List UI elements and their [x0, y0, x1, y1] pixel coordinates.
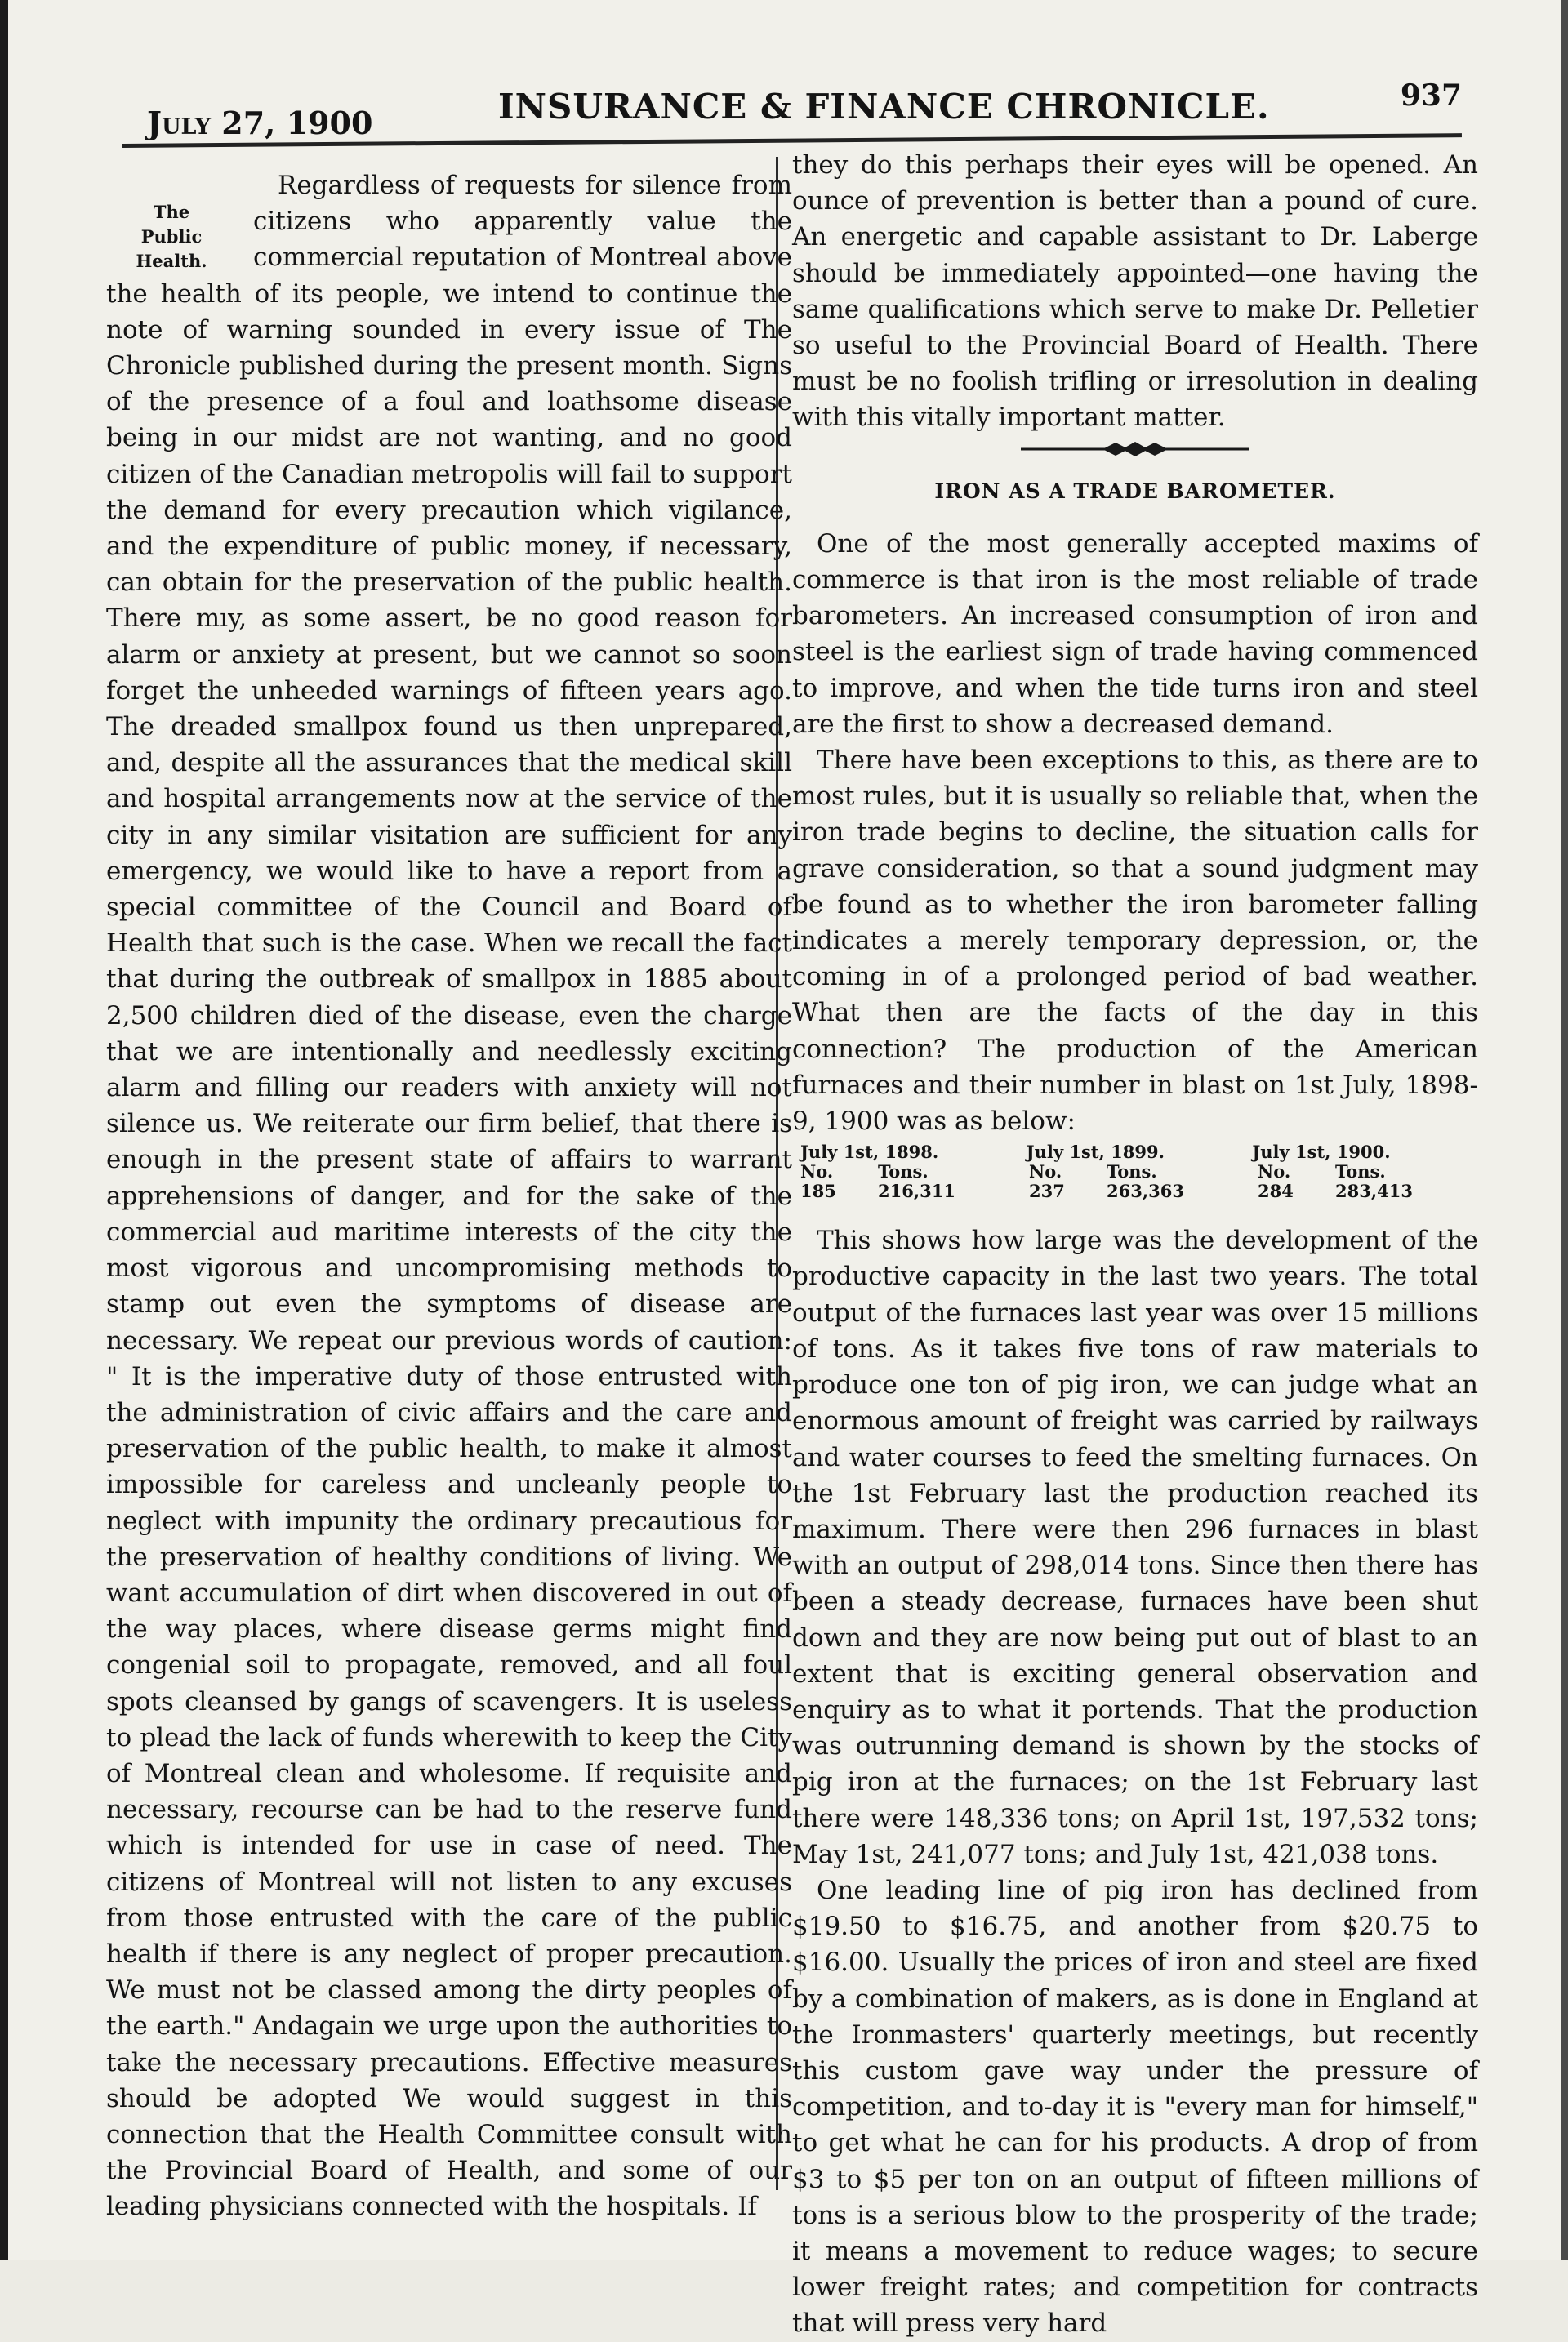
- table-subheader: Tons.: [1335, 1161, 1386, 1182]
- iron-production-table: [800, 1142, 1478, 1201]
- side-title-line: The: [153, 202, 190, 222]
- side-title: [106, 200, 237, 274]
- iron-paragraph-4: One leading line of pig iron has declined from $19.50 to $16.75, and another from $20.75 to $16.00. Usually the prices of iron and steel are fixed by a combination of makers, as is done in England at the Ironmasters' quarterly meetings, but recently this custom gave way under the pressure of competition, and to-day it is "every man for himself," to get what he can for his products. A drop of from $3 to $5 per ton on an output of fifteen millions of tons is a serious blow to the prosperity of the trade; it means a movement to reduce wages; to secure lower freight rates; and competition for contracts that will press very hard: [792, 1875, 1478, 2339]
- table-subheader: No.: [1029, 1161, 1062, 1182]
- table-cell: 263,363: [1107, 1181, 1184, 1202]
- side-title-line: Public: [140, 226, 203, 247]
- table-subheader-row: [800, 1162, 1478, 1182]
- left-column: [106, 167, 792, 2225]
- table-subheader: No.: [1258, 1161, 1291, 1182]
- iron-paragraph-1: One of the most generally accepted maxims of commerce is that iron is the most reliable of trade barometers. An increased consumption of iron and steel is the earliest sign of trade having commenced to improve, and when the tide turns iron and steel are the first to show a decreased demand.: [792, 528, 1478, 739]
- right-column: [792, 147, 1478, 2342]
- publication-title: INSURANCE & FINANCE CHRONICLE.: [498, 87, 1270, 127]
- table-subheader: Tons.: [1107, 1161, 1157, 1182]
- table-cell: 185: [800, 1181, 836, 1202]
- section-heading: IRON AS A TRADE BAROMETER.: [934, 479, 1336, 503]
- page-number: 937: [1400, 78, 1462, 113]
- table-group-header-row: [800, 1142, 1478, 1162]
- table-cell: 284: [1258, 1181, 1294, 1202]
- public-health-article: Regardless of requests for silence from citizens who apparently value the commercial reputation of Montreal above the health of its people, we intend to continue the note of warning sounded in every issue of The Chronicle published during the present month. Signs of the presence of a foul and loathsome disease being in our midst are not wanting, and no good citizen of the Canadian metropolis will fail to support the demand for every precaution which vigilance, and the expenditure of public money, if necessary, can obtain for the preservation of the public health. There mıy, as some assert, be no good reason for alarm or anxiety at present, but we cannot so soon forget the unheeded warnings of fifteen years ago. The dreaded smallpox found us then unprepared, and, despite all the assurances that the medical skill and hospital arrangements now at the service of the city in any similar visitation are sufficient for any emergency, we would like to have a report from a special committee of the Council and Board of Health that such is the case. When we recall the fact that during the outbreak of smallpox in 1885 about 2,500 children died of the disease, even the charge that we are intentionally and needlessly exciting alarm and filling our readers with anxiety will not silence us. We reiterate our firm belief, that there is enough in the present state of affairs to warrant apprehensions of danger, and for the sake of the commercial aud maritime interests of the city the most vigorous and uncompromising methods to stamp out even the symptoms of disease are necessary. We repeat our previous words of caution: " It is the imperative duty of those entrusted with the administration of civic affairs and the care and preservation of the public health, to make it almost impossible for careless and uncleanly people to neglect with impunity the ordinary precautious for the preservation of healthy conditions of living. We want accumulation of dirt when discovered in out of the way places, where disease germs might find congenial soil to propagate, removed, and all foul spots cleansed by gangs of scavengers. It is useless to plead the lack of funds wherewith to keep the City of Montreal clean and wholesome. If requisite and necessary, recourse can be had to the reserve fund which is intended for use in case of need. The citizens of Montreal will not listen to any excuses from those entrusted with the care of the public health if there is any neglect of proper precaution. We must not be classed among the dirty peoples of the earth." Andagain we urge upon the authorities to take the necessary precautions. Effective measures should be adopted We would suggest in this connection that the Health Committee consult with the Provincial Board of Health, and some of our leading physicians connected with the hospitals. If: [106, 171, 792, 2222]
- table-cell: 216,311: [878, 1181, 956, 1202]
- header-date: July 27, 1900: [147, 105, 373, 141]
- table-cell: 237: [1029, 1181, 1065, 1202]
- page-header: [139, 78, 1462, 141]
- table-group-header: July 1st, 1899.: [1026, 1142, 1165, 1163]
- table-cell: 283,413: [1335, 1181, 1413, 1202]
- table-subheader: Tons.: [878, 1161, 929, 1182]
- continued-text: they do this perhaps their eyes will be opened. An ounce of prevention is better than a pound of cure. An energetic and capable assistant to Dr. Laberge should be immediately appointed—one having the same qualifications which serve to make Dr. Pelletier so useful to the Provincial Board of Health. There must be no foolish trifling or irresolution in dealing with this vitally important matter.: [792, 150, 1478, 433]
- table-row: [800, 1182, 1478, 1201]
- ornamental-divider: [1021, 441, 1250, 457]
- iron-paragraph-3: This shows how large was the development of the productive capacity in the last two years. The total output of the furnaces last year was over 15 millions of tons. As it takes five tons of raw materials to produce one ton of pig iron, we can judge what an enormous amount of freight was carried by railways and water courses to feed the smelting furnaces. On the 1st February last the production reached its maximum. There were then 296 furnaces in blast with an output of 298,014 tons. Since then there has been a steady decrease, furnaces have been shut down and they are now being put out of blast to an extent that is exciting general observation and enquiry as to what it portends. That the production was outrunning demand is shown by the stocks of pig iron at the furnaces; on the 1st February last there were 148,336 tons; on April 1st, 197,532 tons; May 1st, 241,077 tons; and July 1st, 421,038 tons.: [792, 1226, 1478, 1869]
- table-group-header: July 1st, 1898.: [800, 1142, 939, 1163]
- side-title-line: Health.: [136, 251, 207, 271]
- iron-paragraph-2: There have been exceptions to this, as there are to most rules, but it is usually so reliable that, when the iron trade begins to decline, the situation calls for grave consideration, so that a sound judgment may be found as to whether the iron barometer falling indicates a merely temporary depression, or, the coming in of a prolonged period of bad weather. What then are the facts of the day in this connection? The production of the American furnaces and their number in blast on 1st July, 1898-9, 1900 was as below:: [792, 746, 1478, 1137]
- table-group-header: July 1st, 1900.: [1252, 1142, 1391, 1163]
- table-subheader: No.: [800, 1161, 834, 1182]
